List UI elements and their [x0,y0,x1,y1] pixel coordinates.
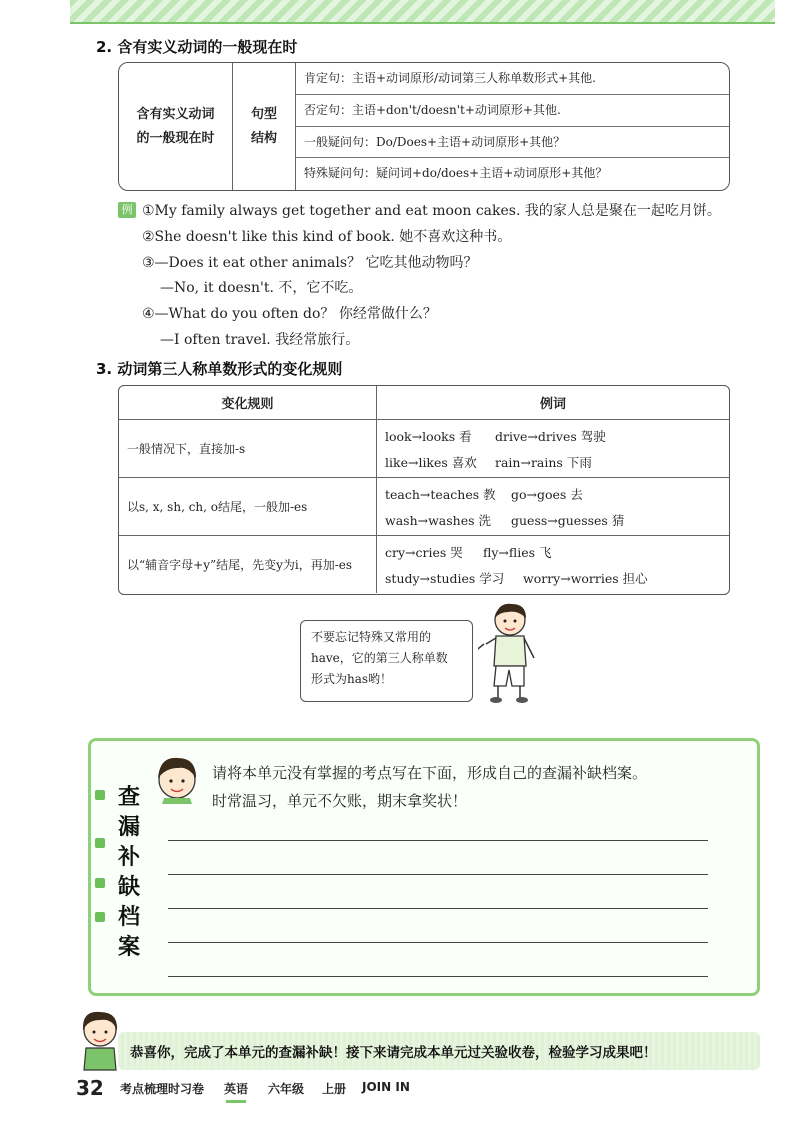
type-label-line2: 结构 [250,130,277,146]
type-label-line1: 句型 [250,106,277,122]
archive-encouragement: 时常温习，单元不欠账，期末拿奖状！ [212,792,468,810]
rule-row-2 [119,478,729,536]
header-example: 例词 [539,397,566,412]
example-word: rain→rains 下雨 [495,455,592,470]
example-word: study→studies 学习 [385,571,505,586]
structure-type-cell [233,63,296,190]
example-line-2: ②She doesn't like this kind of book. 她不喜欢这种书。 [142,229,512,245]
category-label-line1: 含有实义动词 [136,106,215,122]
structure-row-wh-question: 特殊疑问句：疑问词+do/does+主语+动词原形+其他？ [304,166,608,181]
rule-text: 以“辅音字母+y”结尾，先变y为i，再加-es [119,536,377,593]
top-decor-band [70,0,775,24]
footer-volume: 上册 [322,1082,347,1096]
example-line-3: ③—Does it eat other animals？ 它吃其他动物吗？ [142,255,478,271]
bullet-dot [95,790,105,800]
example-word: worry→worries 担心 [523,571,648,586]
structure-row-yesno-question: 一般疑问句：Do/Does+主语+动词原形+其他？ [296,127,729,159]
student-face-illustration [152,752,202,804]
sentence-structure-table [118,62,730,191]
writing-line[interactable] [168,840,708,841]
bullet-dot [95,878,105,888]
rule-text: 一般情况下，直接加-s [119,420,377,477]
example-line-4-answer: —I often travel. 我经常旅行。 [160,332,360,348]
writing-line[interactable] [168,908,708,909]
archive-title-char: 案 [117,935,140,960]
example-word: fly→flies 飞 [483,545,552,560]
rule-text: 以s, x, sh, ch, o结尾，一般加-es [119,478,377,535]
tip-line-3: 形式为has哟！ [311,672,393,686]
example-word: go→goes 去 [511,487,583,502]
example-word: look→looks 看 [385,429,472,444]
footer-subject: 英语 [224,1082,249,1096]
section2-title: 2. 含有实义动词的一般现在时 [96,38,298,56]
footer-edition: JOIN IN [362,1080,410,1094]
rule-row-1 [119,420,729,478]
footer-book-title: 考点梳理时习卷 [120,1082,205,1096]
example-line-4: ④—What do you often do？ 你经常做什么？ [142,306,437,322]
example-word: guess→guesses 猜 [511,513,625,528]
completion-banner: 恭喜你，完成了本单元的查漏补缺！接下来请完成本单元过关验收卷，检验学习成果吧！ [118,1032,760,1070]
writing-line[interactable] [168,976,708,977]
category-label-line2: 的一般现在时 [136,130,215,146]
example-word: like→likes 喜欢 [385,455,477,470]
writing-line[interactable] [168,942,708,943]
tip-line-2: have，它的第三人称单数 [311,651,448,665]
example-word: teach→teaches 教 [385,487,496,502]
kid-illustration [76,1008,124,1072]
example-word: wash→washes 洗 [385,513,491,528]
third-person-rules-table [118,385,730,595]
bullet-dot [95,838,105,848]
tip-line-1: 不要忘记特殊又常用的 [311,630,432,644]
example-line-3-answer: —No, it doesn't. 不，它不吃。 [160,280,363,296]
example-line-1: ①My family always get together and eat moon cakes. 我的家人总是聚在一起吃月饼。 [142,203,721,219]
footer-grade: 六年级 [268,1082,305,1096]
archive-instruction: 请将本单元没有掌握的考点写在下面，形成自己的查漏补缺档案。 [212,764,648,782]
footer-underline-decor [226,1100,246,1103]
tip-speech-bubble [300,620,473,702]
structure-category-cell [119,63,233,190]
page-number: 32 [76,1076,104,1100]
rule-row-3 [119,536,729,593]
archive-title-char: 查 [117,785,140,810]
boy-illustration [478,600,542,706]
example-word: cry→cries 哭 [385,545,463,560]
structure-row-affirmative: 肯定句：主语+动词原形/动词第三人称单数形式+其他. [296,63,729,95]
archive-title-char: 缺 [117,875,140,900]
header-rule: 变化规则 [119,386,377,419]
example-word: drive→drives 驾驶 [495,429,606,444]
structure-row-negative: 否定句：主语+don't/doesn't+动词原形+其他. [296,95,729,127]
section3-title: 3. 动词第三人称单数形式的变化规则 [96,360,343,378]
bullet-dot [95,912,105,922]
archive-title-char: 漏 [117,815,140,840]
writing-line[interactable] [168,874,708,875]
archive-title-char: 档 [117,905,140,930]
archive-title-char: 补 [117,845,140,870]
example-icon: 例 [118,202,136,218]
